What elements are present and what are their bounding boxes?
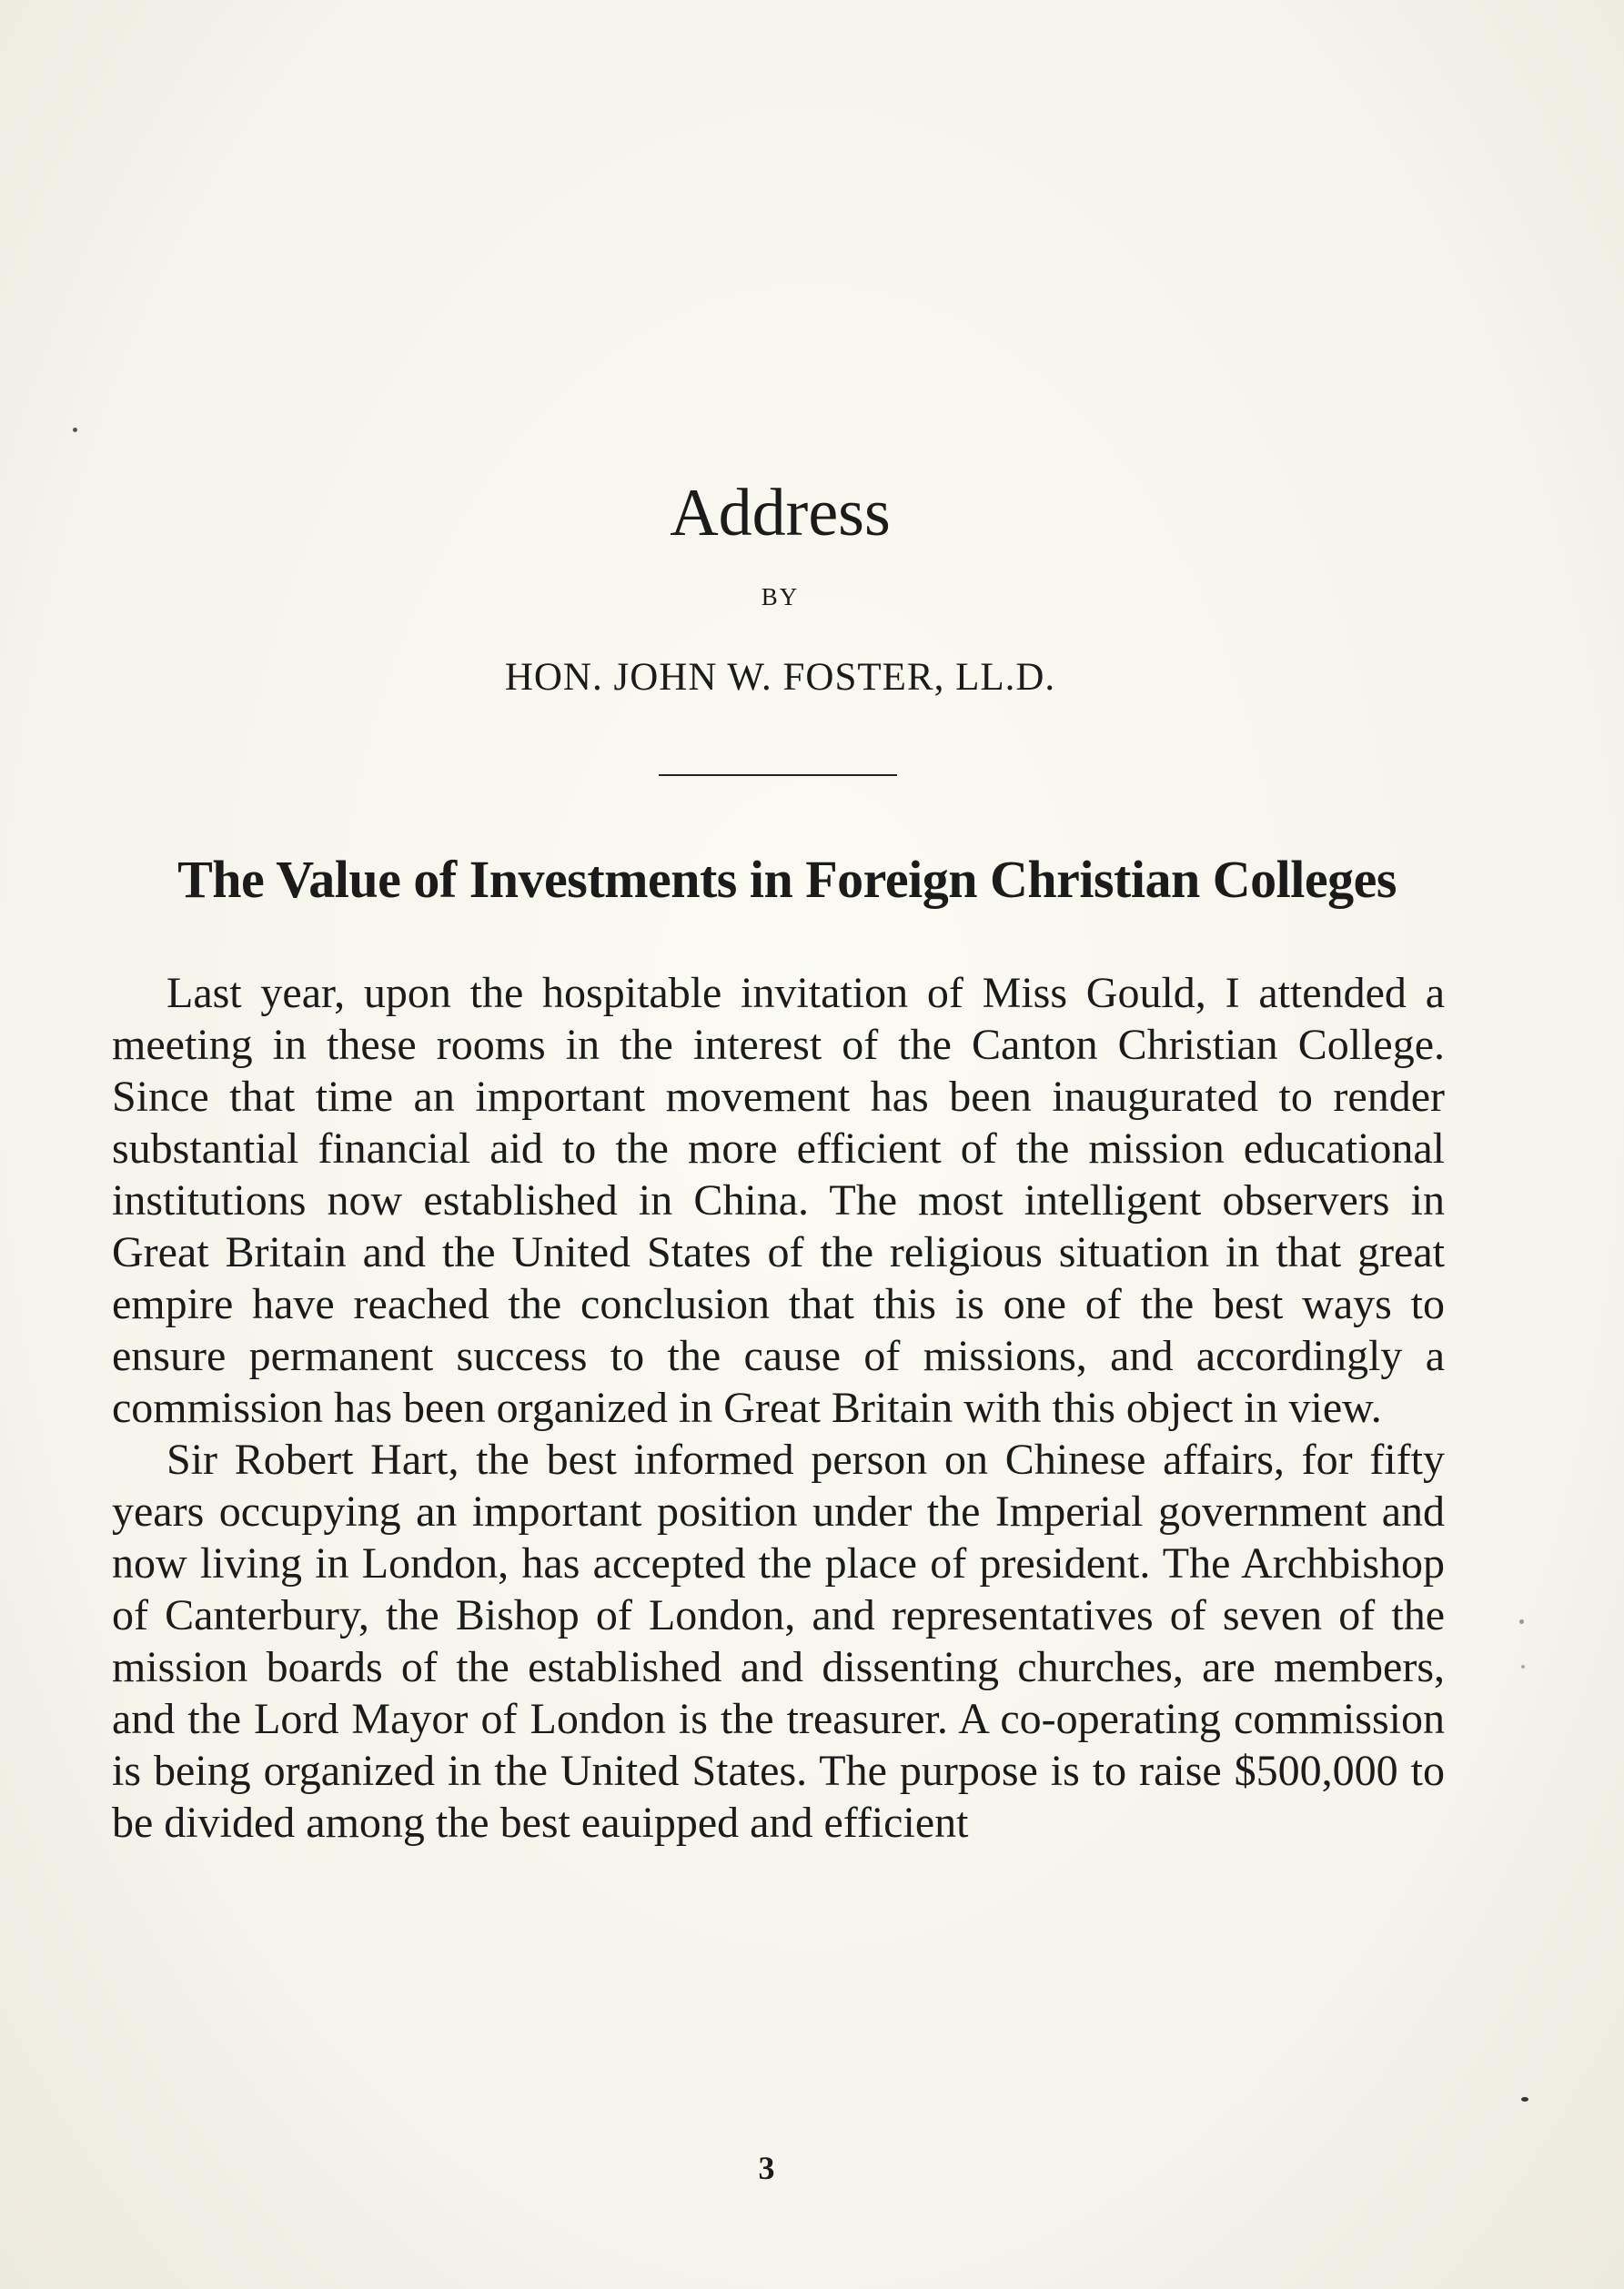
paper-speck <box>73 428 77 432</box>
paragraph-2: Sir Robert Hart, the best informed person on Chinese affairs, for fifty years occupying an important position under the Imperial government and now living in London, has accepted the place of president. The Archbishop of Canterbury, the Bishop of London, and representatives of seven of the mission boards of the established and dissenting churches, are members, and the Lord Mayor of London is the treasurer. A co-operating commission is being organized in the United States. The purpose is to raise $500,000 to be divided among the best eauipped and efficient <box>112 1436 1445 1847</box>
article-body <box>112 967 1445 1849</box>
divider-rule <box>659 774 897 776</box>
paper-speck <box>1521 1665 1525 1669</box>
paragraph-1: Last year, upon the hospitable invitation of Miss Gould, I attended a meeting in these rooms in the interest of the Canton Christian College. Since that time an important movement has been inaugurated to render substantial financial aid to the more efficient of the mission educational institutions now established in China. The most intelligent observers in Great Britain and the United States of the religious situation in that great empire have reached the conclusion that this is one of the best ways to ensure permanent success to the cause of missions, and accordingly a commission has been organized in Great Britain with this object in view. <box>112 969 1445 1432</box>
page-number: 3 <box>758 2150 775 2186</box>
author-name: HON. JOHN W. FOSTER, LL.D. <box>504 656 1056 699</box>
paper-speck <box>1519 1619 1524 1624</box>
page-title: Address <box>670 476 891 550</box>
paper-speck <box>1521 2097 1528 2102</box>
article-heading: The Value of Investments in Foreign Christian Colleges <box>177 850 1397 909</box>
byline-label: BY <box>761 583 800 610</box>
